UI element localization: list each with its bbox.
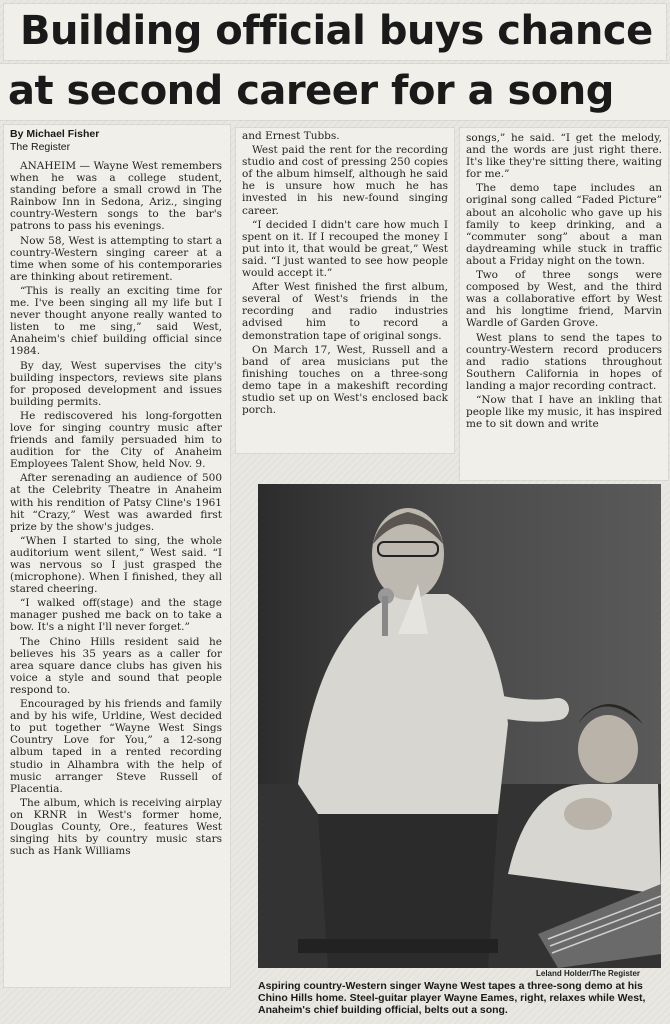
headline-line-1: Building official buys chance xyxy=(20,8,653,54)
byline xyxy=(10,128,210,154)
column-3-text xyxy=(466,132,662,430)
article-paragraph: “When I started to sing, the whole auditorium went silent,” West said. “I was nervous so I just grasped the (microphone). When I finished, they all stared cheering. xyxy=(10,534,222,596)
photo-caption: Aspiring country-Western singer Wayne West tapes a three-song demo at his Chino Hills home. Steel-guitar player Wayne Eames, right, relaxes while West, Anaheim's chief building official, belts out a song. xyxy=(258,980,646,1016)
article-paragraph: “This is really an exciting time for me. I've been singing all my life but I never thought anyone really wanted to listen to me sing,” said West, Anaheim's chief building official since 1984. xyxy=(10,284,222,358)
article-photo xyxy=(258,484,661,968)
article-paragraph: The album, which is receiving airplay on KRNR in West's former home, Douglas County, Ore., features West singing hits by country music stars such as Hank Williams xyxy=(10,796,222,858)
column-1-text xyxy=(10,160,222,857)
article-paragraph: songs,” he said. “I get the melody, and the words are just right there. It's like they're sitting there, waiting for me.” xyxy=(466,132,662,181)
article-paragraph: After West finished the first album, several of West's friends in the recording and radio industries advised him to record a demonstration tape of original songs. xyxy=(242,281,448,342)
column-2-text xyxy=(242,130,448,416)
article-paragraph: Two of three songs were composed by West, and the third was a collaborative effort by West and his longtime friend, Marvin Wardle of Garden Grove. xyxy=(466,269,662,330)
article-paragraph: The Chino Hills resident said he believes his 35 years as a caller for area square dance clubs has given his voice a style and sound that people respond to. xyxy=(10,635,222,696)
article-paragraph: By day, West supervises the city's building inspectors, reviews site plans for proposed development and issues building permits. xyxy=(10,359,222,408)
byline-source: The Register xyxy=(10,141,71,153)
headline-line-2: at second career for a song xyxy=(8,68,614,114)
photo-illustration xyxy=(258,484,661,968)
article-paragraph: On March 17, West, Russell and a band of area musicians put the finishing touches on a three-song demo tape in a makeshift recording studio set up on West's enclosed back porch. xyxy=(242,343,448,417)
article-paragraph: “I walked off(stage) and the stage manager pushed me back on to take a bow. It's a night I'll never forget.” xyxy=(10,597,222,634)
article-paragraph: He rediscovered his long-forgotten love for singing country music after friends and family persuaded him to audition for the City of Anaheim Employees Talent Show, held Nov. 9. xyxy=(10,409,222,471)
article-column-1 xyxy=(10,160,222,984)
article-column-2 xyxy=(242,130,448,450)
photo-credit: Leland Holder/The Register xyxy=(536,969,641,978)
article-paragraph: “I decided I didn't care how much I spent on it. If I recouped the money I put into it, that would be great,” West said. “I just wanted to see how people would accept it.” xyxy=(242,218,448,280)
article-paragraph: After serenading an audience of 500 at the Celebrity Theatre in Anaheim with his rendition of Patsy Cline's 1961 hit “Crazy,” West was awarded first prize by the show's judges. xyxy=(10,472,222,533)
byline-author: By Michael Fisher xyxy=(10,128,100,140)
article-paragraph: and Ernest Tubbs. xyxy=(242,130,340,142)
article-paragraph: West plans to send the tapes to country-Western record producers and radio stations throughout Southern California in hopes of landing a major recording contract. xyxy=(466,331,662,392)
article-column-3 xyxy=(466,132,662,478)
article-paragraph: West paid the rent for the recording studio and cost of pressing 250 copies of the album himself, although he said he is unsure how much he has invested in his new-found singing career. xyxy=(242,144,448,217)
article-paragraph: ANAHEIM — Wayne West remembers when he was a college student, standing before a small crowd in The Rainbow Inn in Sedona, Ariz., singing country-Western songs to the bar's patrons to pass his evenings. xyxy=(10,160,222,233)
article-paragraph: Now 58, West is attempting to start a country-Western singing career at a time when some of his contemporaries are thinking about retirement. xyxy=(10,234,222,283)
article-paragraph: Encouraged by his friends and family and by his wife, Urldine, West decided to put together “Wayne West Sings Country Love for You,” a 12-song album taped in a rented recording studio in Alhambra with the help of music arranger Steve Russell of Placentia. xyxy=(10,698,222,795)
article-paragraph: “Now that I have an inkling that people like my music, it has inspired me to sit down and write xyxy=(466,393,662,431)
article-paragraph: The demo tape includes an original song called “Faded Picture” about an alcoholic who gave up his family to keep drinking, and a “commuter song” about a man daydreaming while stuck in traffic about a Friday night on the town. xyxy=(466,182,662,267)
